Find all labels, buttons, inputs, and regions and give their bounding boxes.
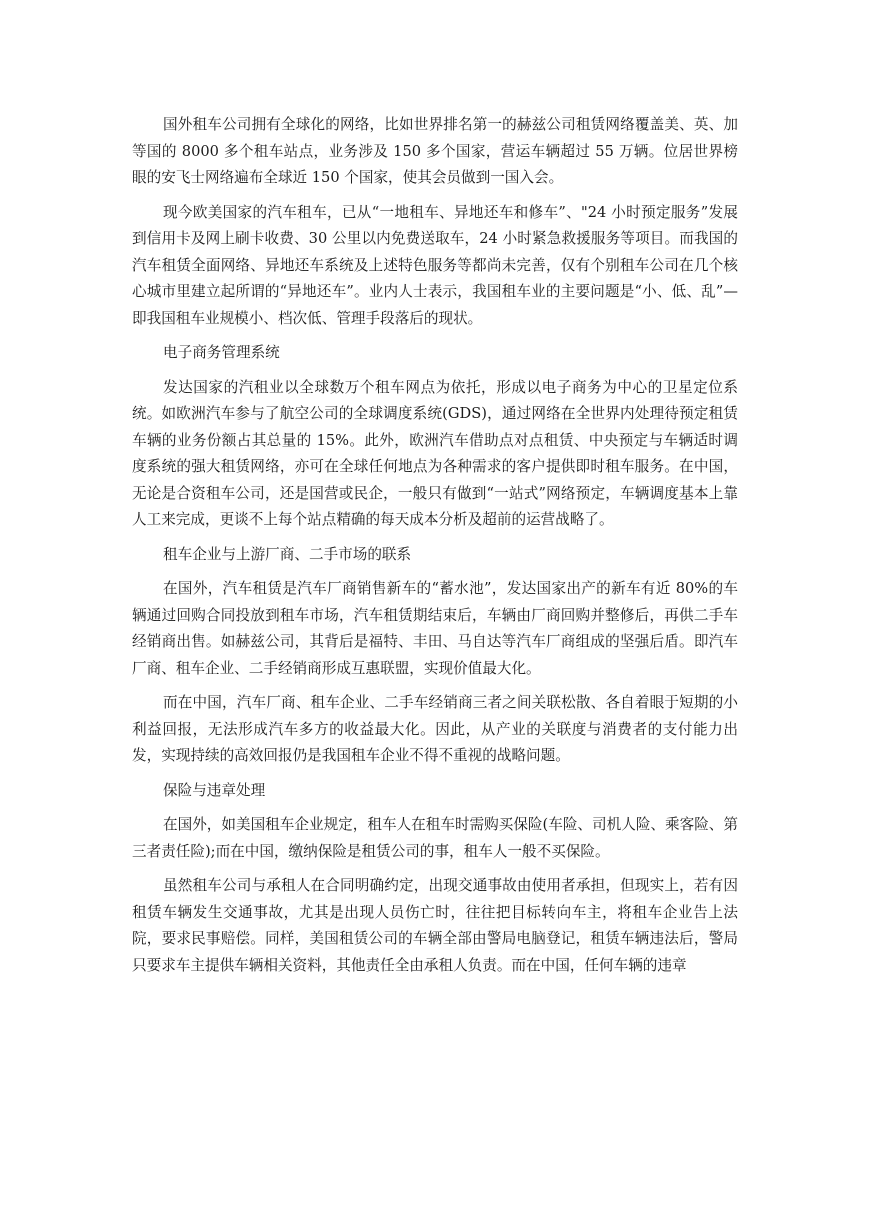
document-body xyxy=(132,112,738,987)
paragraph-accident-liability: 虽然租车公司与承租人在合同明确约定，出现交通事故由使用者承担，但现实上，若有因租赁车辆发生交通事故，尤其是出现人员伤亡时，往往把目标转向车主，将租车企业告上法院，要求民事赔偿。同样，美国租赁公司的车辆全部由警局电脑登记，租赁车辆违法后，警局只要求车主提供车辆相关资料，其他责任全由承租人负责。而在中国，任何车辆的违章 xyxy=(132,877,738,974)
paragraph-ecommerce-system: 发达国家的汽租业以全球数万个租车网点为依托，形成以电子商务为中心的卫星定位系统。如欧洲汽车参与了航空公司的全球调度系统(GDS)，通过网络在全世界内处理待预定租赁车辆的业务份额占其总量的 15%。此外，欧洲汽车借助点对点租赁、中央预定与车辆适时调度系统的强大租赁网络，亦可在全球任何地点为各种需求的客户提供即时租车服务。在中国，无论是合资租车公司，还是国营或民企，一般只有做到“一站式”网络预定，车辆调度基本上靠人工来完成，更谈不上每个站点精确的每天成本分析及超前的运营战略了。 xyxy=(132,378,738,528)
paragraph-insurance-abroad: 在国外，如美国租车企业规定，租车人在租车时需购买保险(车险、司机人险、乘客险、第三者责任险);而在中国，缴纳保险是租赁公司的事，租车人一般不买保险。 xyxy=(132,816,738,860)
paragraph-western-services: 现今欧美国家的汽车租车，已从“一地租车、异地还车和修车”、"24 小时预定服务”发展到信用卡及网上刷卡收费、30 公里以内免费送取车，24 小时紧急救援服务等项目。而我国的汽车租赁全面网络、异地还车系统及上述特色服务等都尚未完善，仅有个别租车公司在几个核心城市里建立起所谓的“异地还车”。业内人士表示，我国租车业的主要问题是“小、低、乱”—即我国租车业规模小、档次低、管理手段落后的现状。 xyxy=(132,203,738,327)
paragraph-upstream-china: 而在中国，汽车厂商、租车企业、二手车经销商三者之间关联松散、各自着眼于短期的小利益回报，无法形成汽车多方的收益最大化。因此，从产业的关联度与消费者的支付能力出发，实现持续的高效回报仍是我国租车企业不得不重视的战略问题。 xyxy=(132,694,738,764)
paragraph-global-network: 国外租车公司拥有全球化的网络，比如世界排名第一的赫兹公司租赁网络覆盖美、英、加等国的 8000 多个租车站点，业务涉及 150 多个国家，营运车辆超过 55 万辆。位居世界榜眼的安飞士网络遍布全球近 150 个国家，使其会员做到一国入会。 xyxy=(132,116,738,186)
paragraph-upstream-abroad: 在国外，汽车租赁是汽车厂商销售新车的“蓄水池”，发达国家出产的新车有近 80%的车辆通过回购合同投放到租车市场，汽车租赁期结束后，车辆由厂商回购并整修后，再供二手车经销商出售。如赫兹公司，其背后是福特、丰田、马自达等汽车厂商组成的坚强后盾。即汽车厂商、租车企业、二手经销商形成互惠联盟，实现价值最大化。 xyxy=(132,580,738,677)
section-heading-upstream: 租车企业与上游厂商、二手市场的联系 xyxy=(163,545,412,563)
section-heading-insurance: 保险与违章处理 xyxy=(163,781,266,799)
section-heading-ecommerce: 电子商务管理系统 xyxy=(163,344,280,361)
